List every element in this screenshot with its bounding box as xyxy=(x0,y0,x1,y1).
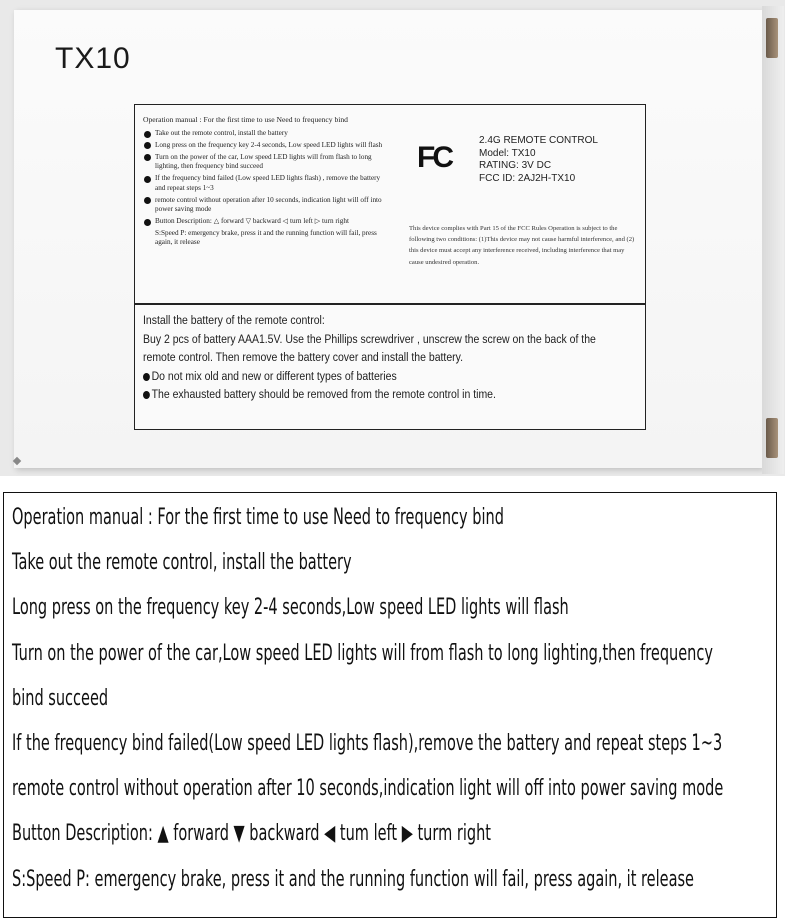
manual-line: Take out the remote control, install the battery xyxy=(12,550,352,575)
fcc-logo: FC xyxy=(417,141,451,174)
label-manual-header: Operation manual : For the first time to use Need to frequency bind xyxy=(143,115,348,124)
label-step-item: remote control without operation after 10 seconds, indication light will off into power saving mode xyxy=(143,196,383,215)
battery-title: Install the battery of the remote control: xyxy=(143,313,325,327)
label-steps-column xyxy=(143,115,383,250)
box-tab-bottom xyxy=(766,418,778,458)
manual-line: Operation manual : For the first time to use Need to frequency bind xyxy=(12,505,504,530)
manual-line: Turn on the power of the car,Low speed LED lights will from flash to long lighting,then frequency xyxy=(12,641,713,666)
box-instruction-label xyxy=(134,104,646,430)
manual-line: Long press on the frequency key 2-4 seconds,Low speed LED lights will flash xyxy=(12,595,569,620)
box-tab-top xyxy=(766,18,778,58)
battery-line: Buy 2 pcs of battery AAA1.5V. Use the Phillips screwdriver , unscrew the screw on the back of the xyxy=(143,331,596,346)
label-step-item: Turn on the power of the car, Low speed LED lights will from flash to long lighting, then frequency bind succeed xyxy=(143,153,383,172)
fcc-model: Model: TX10 xyxy=(479,147,536,159)
manual-line: S:Speed P: emergency brake, press it and the running function will fail, press again, it release xyxy=(12,867,694,892)
manual-line: Button Description: ▲ forward ▼ backward ◀ tum left ▶ turm right xyxy=(12,821,491,846)
fcc-id: FCC ID: 2AJ2H-TX10 xyxy=(479,172,576,184)
manual-line: If the frequency bind failed(Low speed LED lights flash),remove the battery and repeat steps 1~3 xyxy=(12,731,723,756)
label-divider xyxy=(135,303,645,305)
label-step-item: Take out the remote control, install the battery xyxy=(143,129,383,139)
battery-bullet: Do not mix old and new or different types of batteries xyxy=(143,367,642,386)
fcc-compliance-note: This device complies with Part 15 of the FCC Rules Operation is subject to the following two conditions: (1)This device may not cause harmful interference, and (2) this device must accept any interference received, including interference that may cause undesired operation. xyxy=(409,225,635,266)
manual-line: remote control without operation after 10 seconds,indication light will off into power saving mode xyxy=(12,776,724,801)
box-model-title: TX10 xyxy=(55,42,131,75)
manual-line: bind succeed xyxy=(12,686,109,711)
fcc-rating: RATING: 3V DC xyxy=(479,160,552,171)
label-top-section xyxy=(135,105,645,303)
label-step-item: Long press on the frequency key 2-4 seconds, Low speed LED lights will flash xyxy=(143,141,383,151)
fcc-product: 2.4G REMOTE CONTROL xyxy=(479,135,598,146)
battery-bullet: The exhausted battery should be removed from the remote control in time. xyxy=(143,385,642,404)
label-step-item: If the frequency bind failed (Low speed LED lights flash) , remove the battery and repeat steps 1~3 xyxy=(143,174,383,193)
label-step-item: S:Speed P: emergency brake, press it and the running function will fail, press again, it release xyxy=(155,228,377,247)
fcc-info-block xyxy=(479,135,598,185)
operation-manual-transcription xyxy=(3,492,777,918)
battery-line: remote control. Then remove the battery cover and install the battery. xyxy=(143,350,464,364)
label-step-item: Button Description: △ forward ▽ backward ◁ turn left ▷ turn right xyxy=(143,217,383,227)
battery-instructions xyxy=(143,311,642,404)
box-side-edge xyxy=(762,6,784,474)
